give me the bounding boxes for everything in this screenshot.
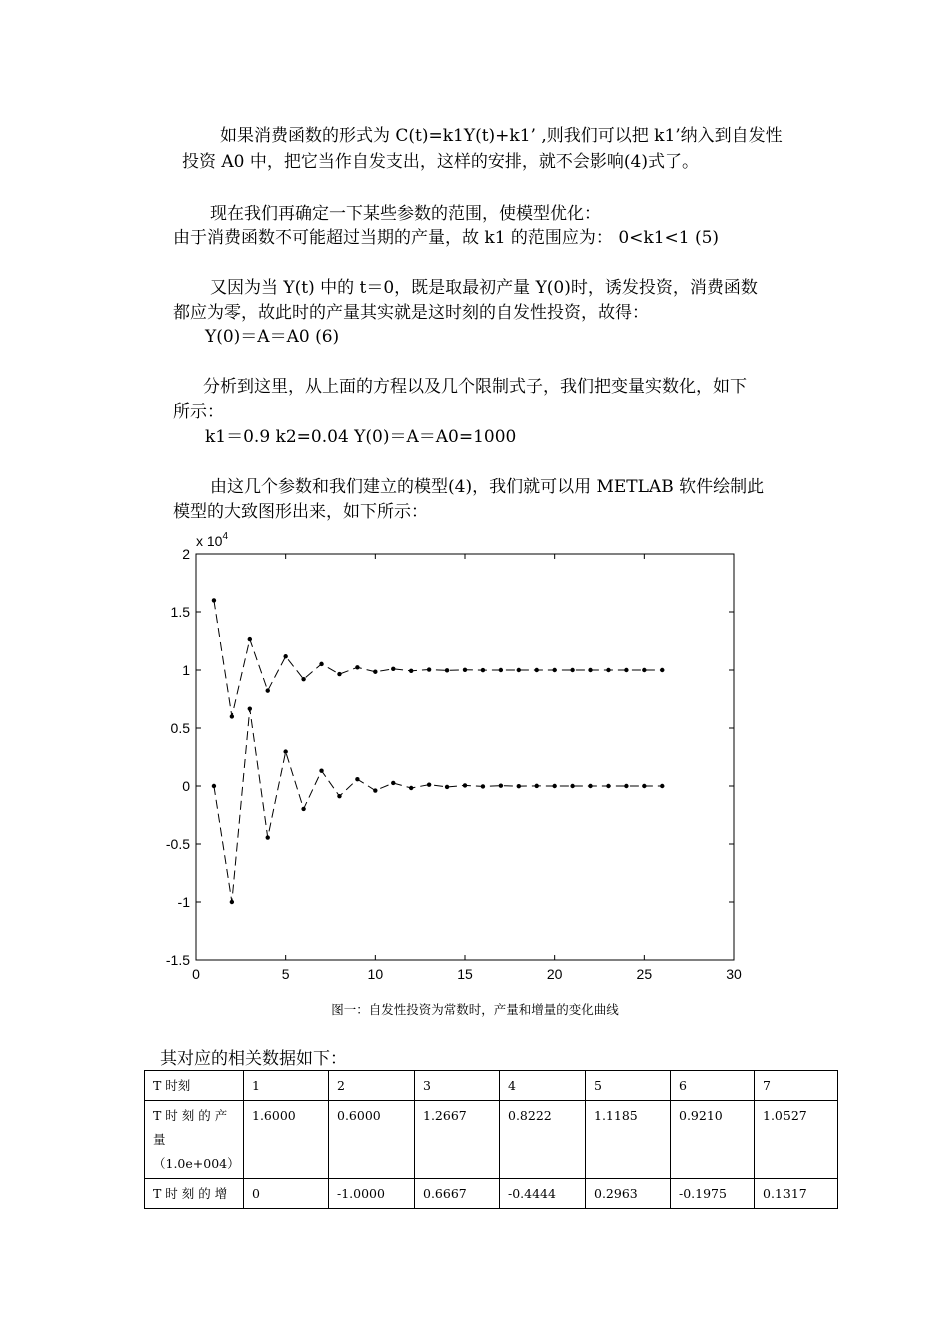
series-2-point: [499, 784, 503, 788]
table-cell: 0.6000: [329, 1101, 415, 1179]
series-1-point: [301, 677, 305, 681]
table-cell: -1.0000: [329, 1179, 415, 1209]
y-tick-label: -0.5: [165, 836, 190, 852]
x-tick-label: 25: [636, 966, 653, 982]
series-2-point: [266, 835, 270, 839]
paragraph-5-line-1: 由这几个参数和我们建立的模型(4)，我们就可以用 METLAB 软件绘制此: [210, 477, 765, 497]
data-table: [144, 1070, 838, 1209]
paragraph-1-line-2: 投资 A0 中，把它当作自发支出，这样的安排，就不会影响(4)式了。: [182, 152, 699, 172]
table-cell: 1: [244, 1071, 329, 1101]
table-cell: 1.1185: [586, 1101, 671, 1179]
y-multiplier-label: x $10^4$: [196, 531, 229, 549]
table-cell: 2: [329, 1071, 415, 1101]
series-line-2: [214, 709, 662, 902]
series-1-point: [373, 670, 377, 674]
table-row-increment: [145, 1179, 838, 1209]
table-cell: 0.2963: [586, 1179, 671, 1209]
y-tick-label: 0.5: [170, 720, 190, 736]
table-intro: 其对应的相关数据如下：: [160, 1049, 347, 1069]
paragraph-3-line-1: 又因为当 Y(t) 中的 t＝0，既是取最初产量 Y(0)时，诱发投资，消费函数: [210, 278, 758, 298]
series-2-point: [355, 777, 359, 781]
series-2-point: [588, 784, 592, 788]
series-1-point: [427, 667, 431, 671]
table-label-time: T 时刻: [145, 1071, 244, 1101]
table-label-output: [145, 1101, 244, 1179]
series-2-point: [337, 794, 341, 798]
table-cell: -0.1975: [671, 1179, 755, 1209]
series-1-point: [535, 668, 539, 672]
table-label-output-unit: （1.0e+004）: [153, 1156, 240, 1171]
series-1-point: [463, 668, 467, 672]
paragraph-4-parameters: k1＝0.9 k2=0.04 Y(0)＝A＝A0=1000: [205, 427, 517, 447]
table-cell: 0.9210: [671, 1101, 755, 1179]
table-label-increment: T 时 刻 的 增: [145, 1179, 244, 1209]
series-2-point: [409, 786, 413, 790]
series-1-point: [409, 669, 413, 673]
series-2-point: [301, 807, 305, 811]
series-1-point: [570, 668, 574, 672]
series-line-1: [214, 600, 662, 716]
series-2-point: [481, 784, 485, 788]
series-2-point: [319, 769, 323, 773]
series-1-point: [624, 668, 628, 672]
paragraph-5-line-2: 模型的大致图形出来，如下所示：: [173, 502, 428, 522]
series-1-point: [248, 637, 252, 641]
x-tick-label: 30: [726, 966, 742, 982]
x-tick-label: 20: [546, 966, 563, 982]
series-2-point: [517, 784, 521, 788]
table-cell: 4: [500, 1071, 586, 1101]
table-cell: 5: [586, 1071, 671, 1101]
table-label-output-line2: 量: [153, 1132, 166, 1147]
y-tick-label: -1: [177, 894, 190, 910]
table-cell: 3: [415, 1071, 500, 1101]
series-1-point: [499, 668, 503, 672]
series-1-point: [212, 598, 216, 602]
series-2-point: [642, 784, 646, 788]
x-tick-label: 10: [367, 966, 384, 982]
y-tick-label: -1.5: [165, 952, 190, 968]
series-2-point: [624, 784, 628, 788]
series-1-point: [517, 668, 521, 672]
x-tick-label: 15: [457, 966, 473, 982]
series-2-point: [606, 784, 610, 788]
plot-frame: [196, 554, 734, 960]
paragraph-1-line-1: 如果消费函数的形式为 C(t)=k1Y(t)+k1’ ,则我们可以把 k1’纳入到自发性: [220, 126, 783, 146]
paragraph-4-line-1: 分析到这里，从上面的方程以及几个限制式子，我们把变量实数化，如下: [203, 377, 747, 397]
series-2-point: [212, 784, 216, 788]
series-2-point: [427, 782, 431, 786]
series-2-point: [660, 784, 664, 788]
series-1-point: [391, 667, 395, 671]
table-row-output: [145, 1101, 838, 1179]
axes-ticks: [166, 546, 742, 982]
table-cell: 1.6000: [244, 1101, 329, 1179]
series-1-point: [660, 668, 664, 672]
series-2-point: [248, 706, 252, 710]
series-2-point: [552, 784, 556, 788]
series-1-point: [481, 668, 485, 672]
x-tick-label: 5: [281, 966, 290, 982]
paragraph-4-line-2: 所示：: [173, 402, 224, 422]
table-cell: 0.8222: [500, 1101, 586, 1179]
paragraph-3-line-2: 都应为零，故此时的产量其实就是这时刻的自发性投资，故得：: [173, 303, 649, 323]
paragraph-2-line-2: 由于消费函数不可能超过当期的产量，故 k1 的范围应为： 0<k1<1 (5): [173, 228, 720, 248]
series-2-point: [570, 784, 574, 788]
table-cell: -0.4444: [500, 1179, 586, 1209]
output-increment-chart: [150, 530, 750, 990]
series-1-point: [337, 672, 341, 676]
series-2-point: [373, 788, 377, 792]
y-tick-label: 2: [182, 546, 190, 562]
series-1-point: [266, 688, 270, 692]
series-2-point: [283, 749, 287, 753]
table-cell: 0.6667: [415, 1179, 500, 1209]
series-1-point: [283, 654, 287, 658]
series-2-point: [535, 784, 539, 788]
series-1-point: [642, 668, 646, 672]
series-2-point: [391, 781, 395, 785]
paragraph-3-equation: Y(0)＝A＝A0 (6): [205, 327, 340, 347]
table-row-time: [145, 1071, 838, 1101]
table-cell: 1.2667: [415, 1101, 500, 1179]
table-cell: 0.1317: [755, 1179, 838, 1209]
table-label-output-line1: T 时 刻 的 产: [153, 1108, 228, 1123]
y-tick-label: 1.5: [170, 604, 190, 620]
series-1-point: [230, 714, 234, 718]
series-1-point: [355, 665, 359, 669]
paragraph-2-line-1: 现在我们再确定一下某些参数的范围，使模型优化：: [210, 204, 601, 224]
series-2-point: [230, 900, 234, 904]
table-cell: 0: [244, 1179, 329, 1209]
x-tick-label: 0: [192, 966, 200, 982]
table-cell: 7: [755, 1071, 838, 1101]
series-1-point: [552, 668, 556, 672]
series-2-point: [463, 783, 467, 787]
y-tick-label: 0: [182, 778, 190, 794]
figure-caption: 图一：自发性投资为常数时，产量和增量的变化曲线: [331, 1002, 619, 1017]
table-cell: 1.0527: [755, 1101, 838, 1179]
series-1-point: [445, 668, 449, 672]
series-layer: [212, 598, 665, 904]
y-tick-label: 1: [182, 662, 190, 678]
series-1-point: [319, 662, 323, 666]
series-1-point: [606, 668, 610, 672]
series-2-point: [445, 785, 449, 789]
series-1-point: [588, 668, 592, 672]
table-cell: 6: [671, 1071, 755, 1101]
